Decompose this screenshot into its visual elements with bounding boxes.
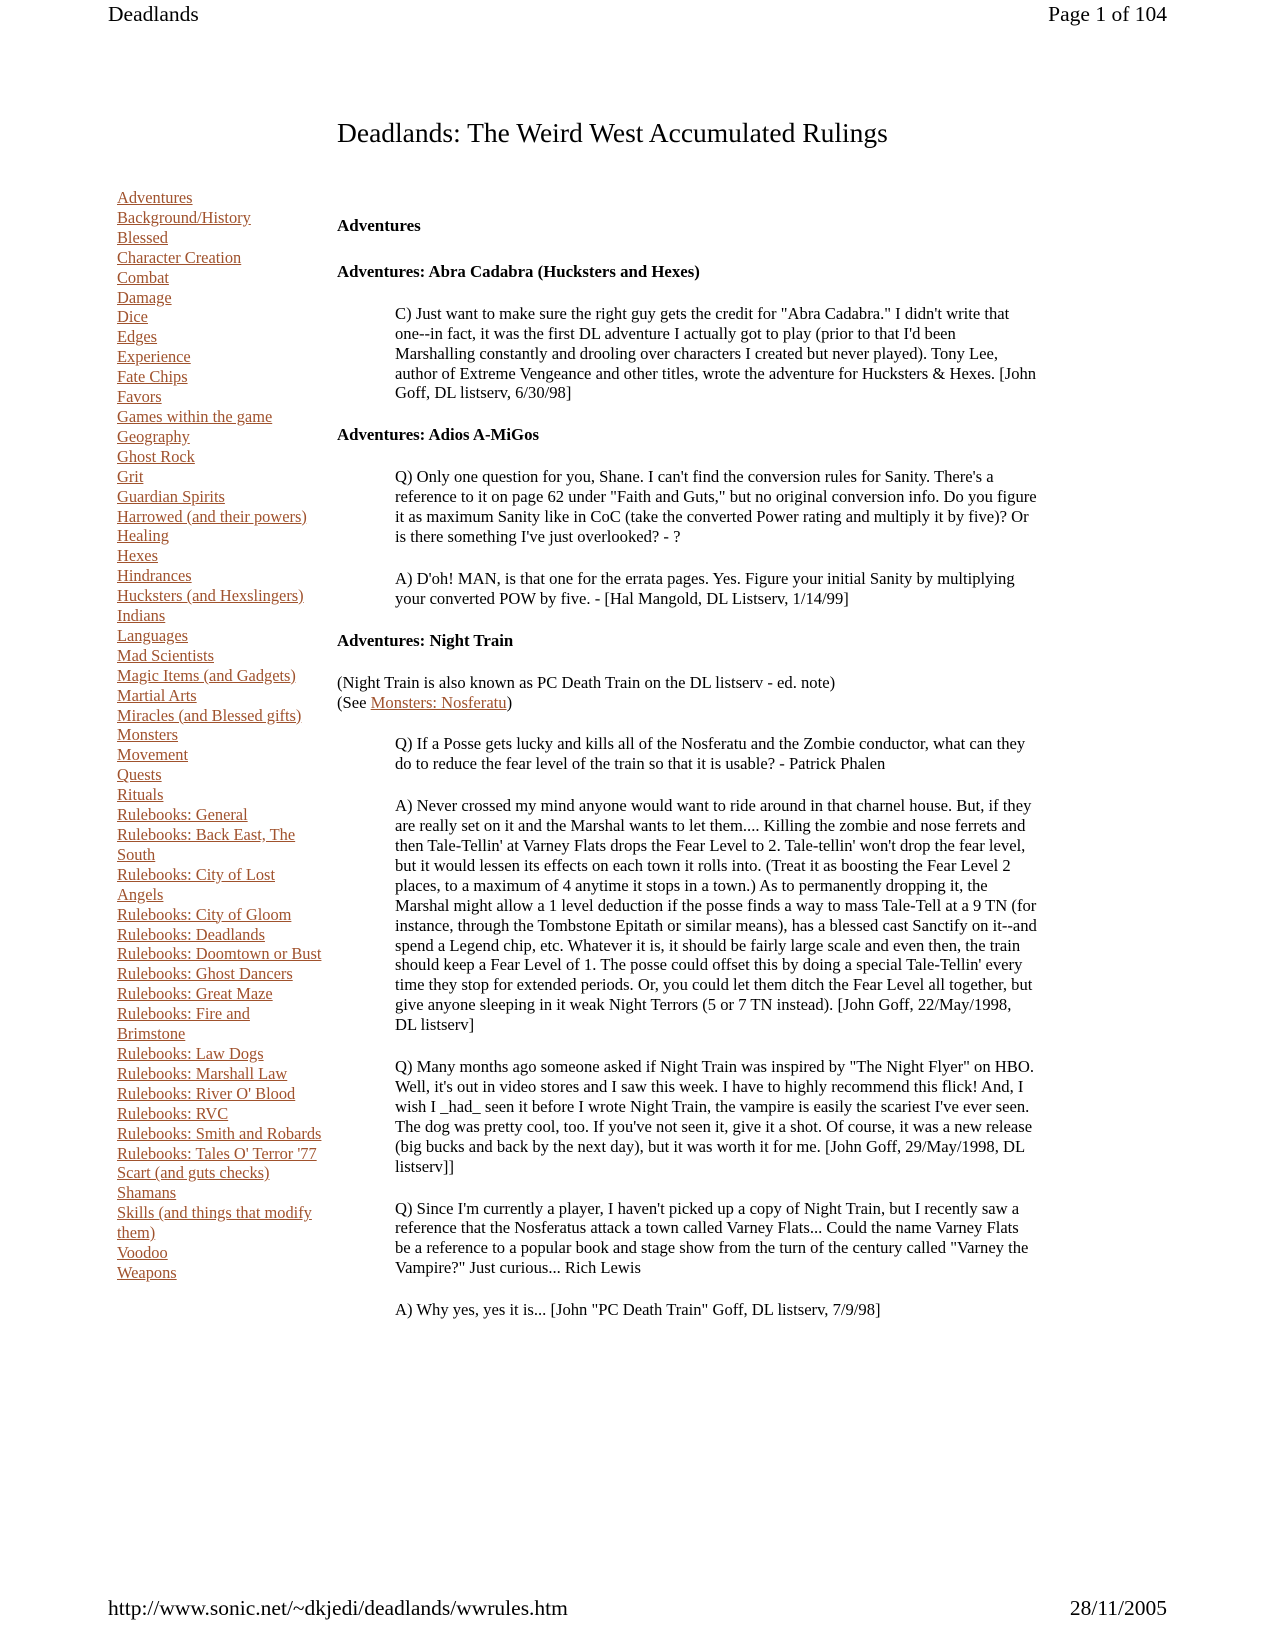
header-document-name: Deadlands (108, 2, 199, 26)
sidebar-link-rulebooks-ghost-dancers[interactable]: Rulebooks: Ghost Dancers (117, 964, 293, 984)
sidebar-link-mad-scientists[interactable]: Mad Scientists (117, 645, 214, 665)
sidebar-nav (117, 188, 322, 1283)
sidebar-link-rulebooks-tales-o-terror[interactable]: Rulebooks: Tales O' Terror '77 (117, 1143, 317, 1163)
sidebar-link-shamans[interactable]: Shamans (117, 1183, 177, 1203)
sidebar-item-movement[interactable] (117, 745, 322, 765)
sidebar-item-damage[interactable] (117, 288, 322, 308)
sidebar-item-edges[interactable] (117, 327, 322, 347)
sidebar-link-skills[interactable]: Skills (and things that modify them) (117, 1203, 312, 1243)
sidebar-link-scart[interactable]: Scart (and guts checks) (117, 1163, 270, 1183)
section-heading-adventures: Adventures (337, 216, 421, 235)
sidebar-item-background-history[interactable] (117, 208, 322, 228)
sidebar-link-rulebooks-law-dogs[interactable]: Rulebooks: Law Dogs (117, 1043, 264, 1063)
sidebar-link-adventures[interactable]: Adventures (117, 188, 193, 207)
sidebar-item-hexes[interactable] (117, 546, 322, 566)
sidebar-link-rulebooks-general[interactable]: Rulebooks: General (117, 805, 248, 825)
page-title: Deadlands: The Weird West Accumulated Rulings (337, 117, 888, 148)
sidebar-item-rulebooks-law-dogs[interactable] (117, 1044, 322, 1064)
note-alias-line: (Night Train is also known as PC Death Train on the DL listserv - ed. note) (337, 672, 836, 692)
sidebar-item-shamans[interactable] (117, 1183, 322, 1203)
entry-answer-night-train-1: A) Never crossed my mind anyone would want to ride around in that charnel house. But, if they are really set on it and the Marshal wants to let them.... Killing the zombie and nose ferrets and then Tale-Tellin' at Varney Flats drops the Fear Level to 2. Tale-tellin' won't drop the fear level, but it would lessen its effects on each town it rolls into. (Treat it as boosting the Fear Level 2 places, to a maximum of 4 anytime it stops in a town.) As to permanently dropping it, the Marshal might allow a 1 level deduction if the posse finds a way to mass Tale-Tell at a 9 TN (for instance, through the Tombstone Epitath or similar means), has a blessed cast Sanctify on it--and spend a Legend chip, etc. Whatever it is, it should be fairly large scale and even then, the train should keep a Fear Level of 1. The posse could offset this by doing a special Tale-Tellin' every time they stop for extended periods. Or, you could let them ditch the Fear Level all together, but give anyone sleeping in it weak Night Terrors (5 or 7 TN instead). [John Goff, 22/May/1998, DL listserv] (395, 796, 1037, 1035)
sidebar-item-rulebooks-river-o-blood[interactable] (117, 1084, 322, 1104)
sidebar-item-rulebooks-great-maze[interactable] (117, 984, 322, 1004)
sidebar-item-favors[interactable] (117, 387, 322, 407)
sidebar-item-healing[interactable] (117, 526, 322, 546)
sidebar-item-character-creation[interactable] (117, 248, 322, 268)
sidebar-link-rulebooks-river-o-blood[interactable]: Rulebooks: River O' Blood (117, 1083, 296, 1103)
sidebar-link-experience[interactable]: Experience (117, 347, 191, 367)
sidebar-link-healing[interactable]: Healing (117, 526, 169, 546)
sidebar-link-martial-arts[interactable]: Martial Arts (117, 685, 197, 705)
sidebar-item-harrowed[interactable] (117, 507, 322, 527)
sidebar-link-combat[interactable]: Combat (117, 267, 169, 287)
sidebar-link-magic-items[interactable]: Magic Items (and Gadgets) (117, 665, 296, 685)
sidebar-link-hucksters[interactable]: Hucksters (and Hexslingers) (117, 586, 304, 606)
sidebar-item-ghost-rock[interactable] (117, 447, 322, 467)
sidebar-link-grit[interactable]: Grit (117, 466, 144, 486)
header-page-number: Page 1 of 104 (1048, 2, 1167, 26)
sidebar-item-rulebooks-general[interactable] (117, 805, 322, 825)
sidebar-link-rulebooks-rvc[interactable]: Rulebooks: RVC (117, 1103, 229, 1123)
sidebar-item-geography[interactable] (117, 427, 322, 447)
sidebar-item-rulebooks-marshall-law[interactable] (117, 1064, 322, 1084)
sidebar-link-fate-chips[interactable]: Fate Chips (117, 367, 188, 387)
entry-heading-abra-cadabra: Adventures: Abra Cadabra (Hucksters and Hexes) (337, 261, 700, 281)
sidebar-item-quests[interactable] (117, 765, 322, 785)
sidebar-item-experience[interactable] (117, 347, 322, 367)
sidebar-link-monsters[interactable]: Monsters (117, 725, 179, 745)
entry-question-night-train-2: Q) Many months ago someone asked if Night Train was inspired by "The Night Flyer" on HBO. Well, it's out in video stores and I saw this week. I have to highly recommend this flick! And, I wish I _had_ seen it before I wrote Night Train, the vampire is easily the scariest I've ever seen. The dog was pretty cool, too. If you've not seen it, give it a shot. Of course, it was a new release (big bucks and back by the next day), but it was worth it for me. [John Goff, 29/May/1998, DL listserv]] (395, 1057, 1034, 1176)
sidebar-item-weapons[interactable] (117, 1263, 322, 1283)
sidebar-link-games-within-the-game[interactable]: Games within the game (117, 406, 273, 426)
sidebar-item-scart[interactable] (117, 1163, 322, 1183)
sidebar-item-monsters[interactable] (117, 725, 322, 745)
sidebar-link-rulebooks-fire-and-brimstone[interactable]: Rulebooks: Fire and Brimstone (117, 1004, 250, 1044)
sidebar-item-rulebooks-deadlands[interactable] (117, 925, 322, 945)
sidebar-item-rituals[interactable] (117, 785, 322, 805)
sidebar-link-damage[interactable]: Damage (117, 287, 172, 307)
sidebar-item-rulebooks-city-of-lost-angels[interactable] (117, 865, 322, 905)
entry-question-adios-amigos: Q) Only one question for you, Shane. I can't find the conversion rules for Sanity. There's a reference to it on page 62 under "Faith and Guts," but no original conversion info. Do you figure it as maximum Sanity like in CoC (take the converted Power rating and multiply it by five)? Or is there something I've just overlooked? - ? (395, 467, 1037, 546)
sidebar-item-mad-scientists[interactable] (117, 646, 322, 666)
sidebar-item-blessed[interactable] (117, 228, 322, 248)
sidebar-item-miracles[interactable] (117, 706, 322, 726)
entry-heading-adios-amigos: Adventures: Adios A-MiGos (337, 425, 540, 445)
sidebar-item-rulebooks-tales-o-terror[interactable] (117, 1144, 322, 1164)
sidebar-item-hucksters[interactable] (117, 586, 322, 606)
link-monsters-nosferatu[interactable]: Monsters: Nosferatu (370, 692, 507, 712)
sidebar-item-combat[interactable] (117, 268, 322, 288)
sidebar-item-rulebooks-fire-and-brimstone[interactable] (117, 1004, 322, 1044)
sidebar-link-rulebooks-city-of-lost-angels[interactable]: Rulebooks: City of Lost Angels (117, 864, 275, 904)
sidebar-link-rituals[interactable]: Rituals (117, 785, 164, 805)
entry-question-night-train-1: Q) If a Posse gets lucky and kills all of the Nosferatu and the Zombie conductor, what can they do to reduce the fear level of the train so that it is usable? - Patrick Phalen (395, 734, 1026, 774)
sidebar-link-voodoo[interactable]: Voodoo (117, 1243, 168, 1263)
sidebar-link-background-history[interactable]: Background/History (117, 207, 251, 227)
sidebar-link-guardian-spirits[interactable]: Guardian Spirits (117, 486, 225, 506)
sidebar-item-dice[interactable] (117, 307, 322, 327)
sidebar-link-rulebooks-city-of-gloom[interactable]: Rulebooks: City of Gloom (117, 904, 292, 924)
entry-heading-night-train: Adventures: Night Train (337, 630, 514, 650)
sidebar-link-rulebooks-doomtown[interactable]: Rulebooks: Doomtown or Bust (117, 944, 322, 964)
sidebar-item-rulebooks-back-east[interactable] (117, 825, 322, 865)
sidebar-item-rulebooks-ghost-dancers[interactable] (117, 964, 322, 984)
sidebar-item-fate-chips[interactable] (117, 367, 322, 387)
sidebar-item-rulebooks-smith-and-robards[interactable] (117, 1124, 322, 1144)
page-header (108, 0, 1167, 40)
sidebar-item-rulebooks-doomtown[interactable] (117, 944, 322, 964)
entry-body-abra-cadabra: C) Just want to make sure the right guy gets the credit for "Abra Cadabra." I didn't write that one--in fact, it was the first DL adventure I actually got to play (prior to that I'd been Marshalling constantly and drooling over characters I created but never played). Tony Lee, author of Extreme Vengeance and other titles, wrote the adventure for Hucksters & Hexes. [John Goff, DL listserv, 6/30/98] (395, 303, 1037, 403)
sidebar-link-edges[interactable]: Edges (117, 327, 158, 347)
sidebar-item-indians[interactable] (117, 606, 322, 626)
sidebar-item-games-within-the-game[interactable] (117, 407, 322, 427)
footer-print-date: 28/11/2005 (1069, 1596, 1167, 1620)
sidebar-link-harrowed[interactable]: Harrowed (and their powers) (117, 506, 307, 526)
sidebar-link-rulebooks-marshall-law[interactable]: Rulebooks: Marshall Law (117, 1063, 288, 1083)
sidebar-link-movement[interactable]: Movement (117, 745, 189, 765)
sidebar-link-rulebooks-great-maze[interactable]: Rulebooks: Great Maze (117, 984, 273, 1004)
sidebar-link-weapons[interactable]: Weapons (117, 1262, 177, 1282)
sidebar-item-martial-arts[interactable] (117, 686, 322, 706)
sidebar-link-rulebooks-smith-and-robards[interactable]: Rulebooks: Smith and Robards (117, 1123, 322, 1143)
sidebar-item-rulebooks-city-of-gloom[interactable] (117, 905, 322, 925)
sidebar-item-guardian-spirits[interactable] (117, 487, 322, 507)
sidebar-item-skills[interactable] (117, 1203, 322, 1243)
sidebar-item-languages[interactable] (117, 626, 322, 646)
footer-source-url: http://www.sonic.net/~dkjedi/deadlands/wwrules.htm (108, 1596, 568, 1620)
entry-note-night-train (337, 673, 1037, 713)
sidebar-link-favors[interactable]: Favors (117, 387, 162, 407)
sidebar-link-hexes[interactable]: Hexes (117, 546, 158, 566)
sidebar-item-hindrances[interactable] (117, 566, 322, 586)
sidebar-item-magic-items[interactable] (117, 666, 322, 686)
sidebar-link-rulebooks-deadlands[interactable]: Rulebooks: Deadlands (117, 924, 265, 944)
sidebar-link-indians[interactable]: Indians (117, 606, 166, 626)
page-footer (108, 1594, 1167, 1622)
sidebar-item-grit[interactable] (117, 467, 322, 487)
sidebar-item-adventures[interactable] (117, 188, 322, 208)
entry-answer-adios-amigos: A) D'oh! MAN, is that one for the errata pages. Yes. Figure your initial Sanity by multiplying your converted POW by five. - [Hal Mangold, DL Listserv, 1/14/99] (395, 568, 1015, 608)
main-content (337, 216, 1037, 1342)
sidebar-link-dice[interactable]: Dice (117, 307, 148, 327)
sidebar-link-miracles[interactable]: Miracles (and Blessed gifts) (117, 705, 302, 725)
sidebar-link-character-creation[interactable]: Character Creation (117, 247, 242, 267)
sidebar-link-rulebooks-back-east[interactable]: Rulebooks: Back East, The South (117, 825, 296, 864)
sidebar-link-geography[interactable]: Geography (117, 426, 190, 446)
sidebar-item-rulebooks-rvc[interactable] (117, 1104, 322, 1124)
sidebar-item-voodoo[interactable] (117, 1243, 322, 1263)
sidebar-link-ghost-rock[interactable]: Ghost Rock (117, 446, 195, 466)
note-see-suffix: ) (506, 692, 513, 712)
entry-question-night-train-3: Q) Since I'm currently a player, I haven't picked up a copy of Night Train, but I recently saw a reference that the Nosferatus attack a town called Varney Flats... Could the name Varney Flats be a reference to a popular book and stage show from the turn of the century called "Varney the Vampire?" Just curious... Rich Lewis (395, 1198, 1029, 1278)
sidebar-link-hindrances[interactable]: Hindrances (117, 566, 192, 586)
sidebar-link-quests[interactable]: Quests (117, 765, 162, 785)
sidebar-link-blessed[interactable]: Blessed (117, 227, 168, 247)
note-see-prefix: (See (337, 692, 371, 712)
entry-answer-night-train-3: A) Why yes, yes it is... [John "PC Death Train" Goff, DL listserv, 7/9/98] (395, 1300, 881, 1320)
sidebar-link-languages[interactable]: Languages (117, 625, 188, 645)
